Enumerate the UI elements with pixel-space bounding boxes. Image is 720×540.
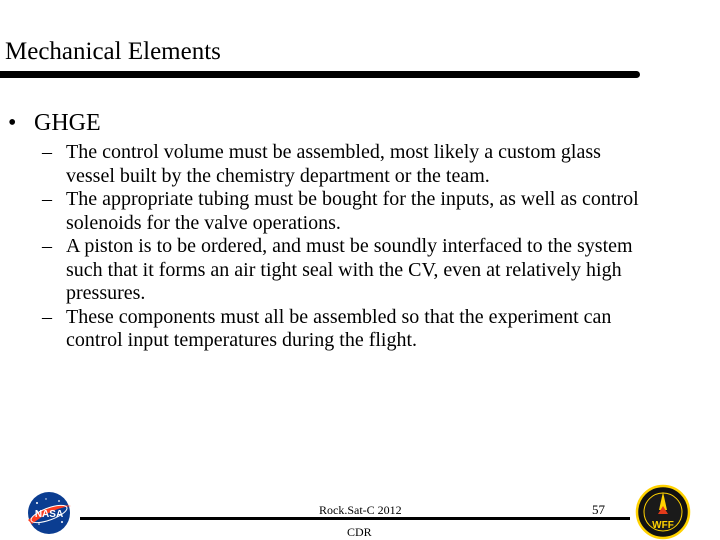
title-underline xyxy=(0,71,640,78)
bullet-dot: • xyxy=(8,110,17,136)
bullet-text: GHGE xyxy=(34,110,101,136)
sub-bullet-dash: – xyxy=(42,235,52,257)
sub-bullet-text: A piston is to be ordered, and must be soundly interfaced to the system such that it forms an air tight seal with the CV, even at relatively high pressures. xyxy=(66,235,633,304)
sub-bullet-item xyxy=(42,306,652,353)
wff-logo-text: WFF xyxy=(652,520,674,531)
sub-bullet-list xyxy=(42,141,652,353)
sub-bullet-text: The control volume must be assembled, most likely a custom glass vessel built by the chemistry department or the team. xyxy=(66,141,601,187)
sub-bullet-item xyxy=(42,235,652,306)
page-number: 57 xyxy=(592,502,605,517)
sub-bullet-dash: – xyxy=(42,141,52,163)
footer-rule xyxy=(80,517,630,520)
sub-bullet-item xyxy=(42,188,652,235)
wff-logo-icon xyxy=(634,484,692,540)
sub-bullet-dash: – xyxy=(42,188,52,210)
nasa-logo-text: NASA xyxy=(34,509,64,520)
nasa-logo-icon xyxy=(24,490,74,536)
sub-bullet-item xyxy=(42,141,652,188)
slide-title: Mechanical Elements xyxy=(5,38,221,65)
footer-title: Rock.Sat-C 2012 xyxy=(319,503,402,517)
sub-bullet-dash: – xyxy=(42,305,52,328)
sub-bullet-text: These components must all be assembled so that the experiment can control input temperatures during the flight. xyxy=(66,305,612,351)
sub-bullet-text: The appropriate tubing must be bought for the inputs, as well as control solenoids for the valve operations. xyxy=(66,188,639,234)
bullet-item xyxy=(8,109,101,137)
footer-subtitle: CDR xyxy=(347,525,372,539)
